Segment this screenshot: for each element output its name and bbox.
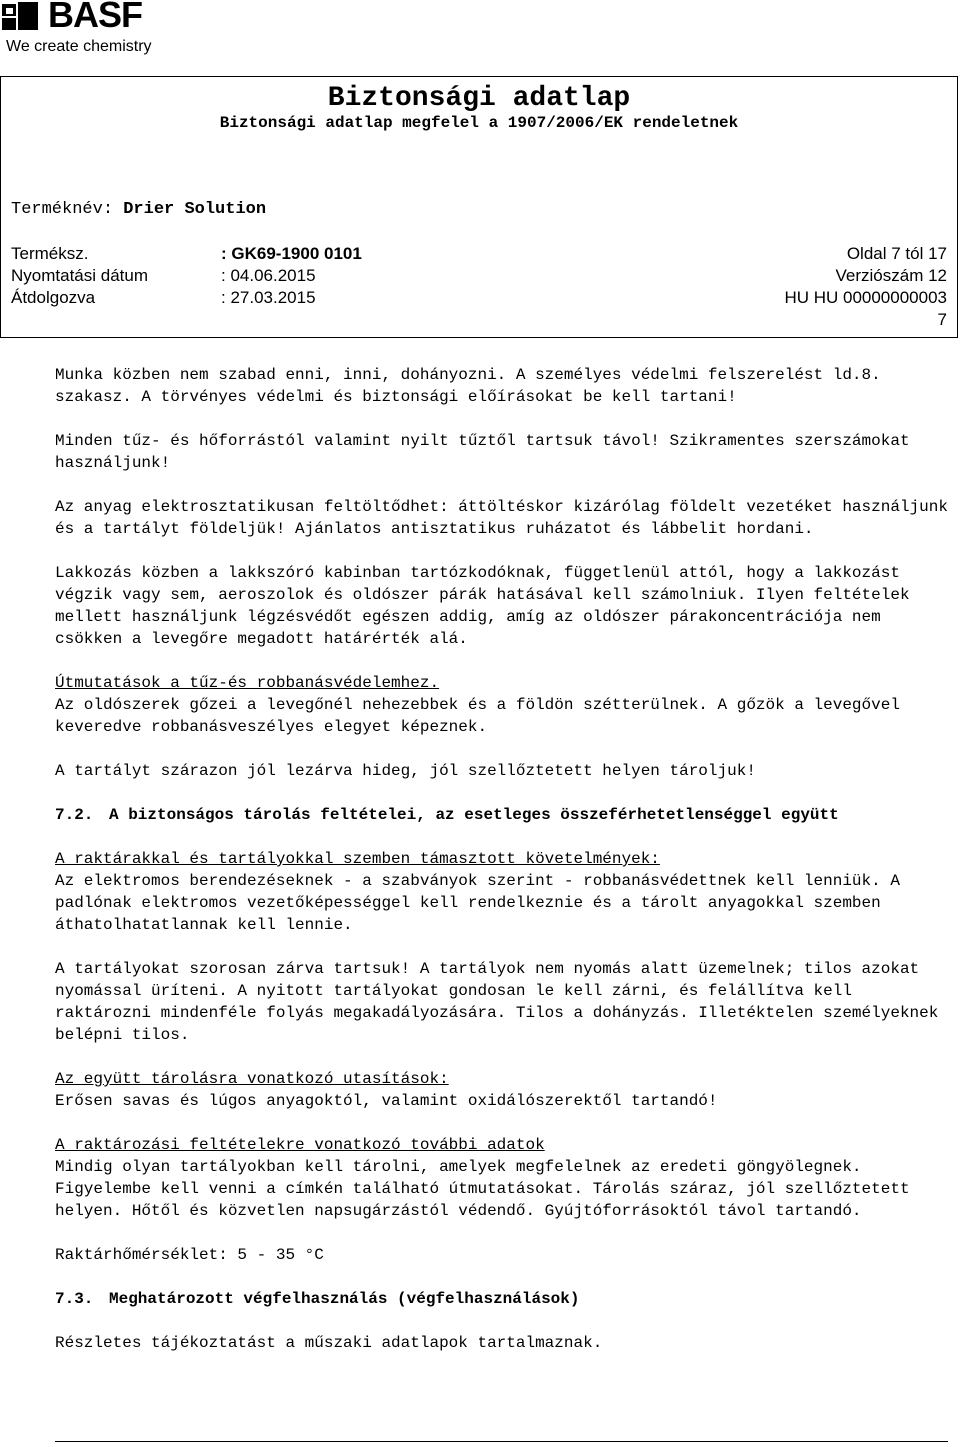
product-name: Drier Solution <box>123 200 267 219</box>
paragraph: A tartályt szárazon jól lezárva hideg, jól szellőztetett helyen tároljuk! <box>55 762 756 780</box>
joint-storage-heading: Az együtt tárolásra vonatkozó utasítások: <box>55 1070 449 1088</box>
paragraph: A tartályokat szorosan zárva tartsuk! A tartályok nem nyomás alatt üzemelnek; tilos azokat nyomással üríteni. A nyitott tartályokat gondosan le kell zárni, és felállítva kell raktározni mindenféle folyás megakadályozására. Tilos a dohányzás. Illetéktelen személyeknek belépni tilos. <box>55 960 939 1044</box>
product-label: Terméknév: <box>11 200 114 219</box>
page-number: Oldal 7 tól 17 <box>846 244 947 263</box>
section-7-3-number: 7.3. <box>55 1290 94 1308</box>
print-date-value: : 04.06.2015 <box>221 266 316 285</box>
paragraph: Lakkozás közben a lakkszóró kabinban tartózkodóknak, függetlenül attól, hogy a lakkozást végzik vagy sem, aeroszolok és oldószer párák hatásával kell számolniuk. Ilyen feltételek mellett használjunk légzésvédőt egészen addig, amíg az oldószer párakoncentrációja nem csökken a levegőre megadott határérték alá. <box>55 564 910 648</box>
section-7-2-heading <box>55 804 955 826</box>
product-row <box>11 199 266 221</box>
section-7-2-title: A biztonságos tárolás feltételei, az esetleges összeférhetetlenséggel együtt <box>109 806 839 824</box>
page-subtitle: Biztonsági adatlap megfelel a 1907/2006/EK rendeletnek <box>219 114 739 132</box>
paragraph: Részletes tájékoztatást a műszaki adatlapok tartalmaznak. <box>55 1334 603 1352</box>
section-number: 7 <box>937 310 947 329</box>
storage-temperature: Raktárhőmérséklet: 5 - 35 °C <box>55 1246 324 1264</box>
document-header <box>0 76 958 338</box>
paragraph: Mindig olyan tartályokban kell tárolni, amelyek megfelelnek az eredeti göngyölegnek. Figyelembe kell venni a címkén található útmutatásokat. Tárolás száraz, jól szellőztetett helyen. Hőtől és közvetlen napsugárzástól védendő. Gyújtóforrásoktól távol tartandó. <box>55 1158 910 1220</box>
paragraph: Minden tűz- és hőforrástól valamint nyilt tűztől tartsuk távol! Szikramentes szerszámokat használjunk! <box>55 432 910 472</box>
paragraph: Munka közben nem szabad enni, inni, dohányozni. A személyes védelmi felszerelést ld.8. szakasz. A törvényes védelmi és biztonsági előírásokat be kell tartani! <box>55 366 881 406</box>
termeksz-label: Terméksz. <box>11 244 89 263</box>
section-7-2-number: 7.2. <box>55 806 94 824</box>
basf-square-logo-icon <box>2 2 38 30</box>
fire-protection-heading: Útmutatások a tűz-és robbanásvédelemhez. <box>55 674 440 692</box>
version-number: Verziószám 12 <box>835 266 947 285</box>
logo-brand: BASF <box>48 0 142 35</box>
paragraph: Az anyag elektrosztatikusan feltöltődhet: áttöltéskor kizárólag földelt vezetéket használjunk és a tartályt földeljük! Ajánlatos antisztatikus ruházatot és lábbelit hordani. <box>55 498 948 538</box>
print-date-label: Nyomtatási dátum <box>11 266 148 285</box>
section-7-3-heading <box>55 1288 955 1310</box>
revised-value: : 27.03.2015 <box>221 288 316 307</box>
footer-divider <box>55 1441 948 1442</box>
section-7-3-title: Meghatározott végfelhasználás (végfelhasználások) <box>109 1290 580 1308</box>
paragraph: Az elektromos berendezéseknek - a szabványok szerint - robbanásvédettnek kell lenniük. A padlónak elektromos vezetőképességgel kell rendelkeznie és a tárolt anyagokkal szemben áthatolhatatlannak kell lennie. <box>55 872 900 934</box>
page-title: Biztonsági adatlap <box>327 83 631 114</box>
document-code: HU HU 00000000003 <box>784 288 947 307</box>
paragraph: Az oldószerek gőzei a levegőnél nehezebbek és a földön szétterülnek. A gőzök a levegővel keveredve robbanásveszélyes elegyet képeznek. <box>55 696 900 736</box>
storage-conditions-heading: A raktározási feltételekre vonatkozó további adatok <box>55 1136 545 1154</box>
storage-requirements-heading: A raktárakkal és tartályokkal szemben támasztott követelmények: <box>55 850 660 868</box>
document-body <box>55 364 955 1354</box>
paragraph: Erősen savas és lúgos anyagoktól, valamint oxidálószerektől tartandó! <box>55 1092 718 1110</box>
termeksz-value: : GK69-1900 0101 <box>221 244 362 263</box>
revised-label: Átdolgozva <box>11 288 96 307</box>
logo-tagline: We create chemistry <box>6 38 152 55</box>
